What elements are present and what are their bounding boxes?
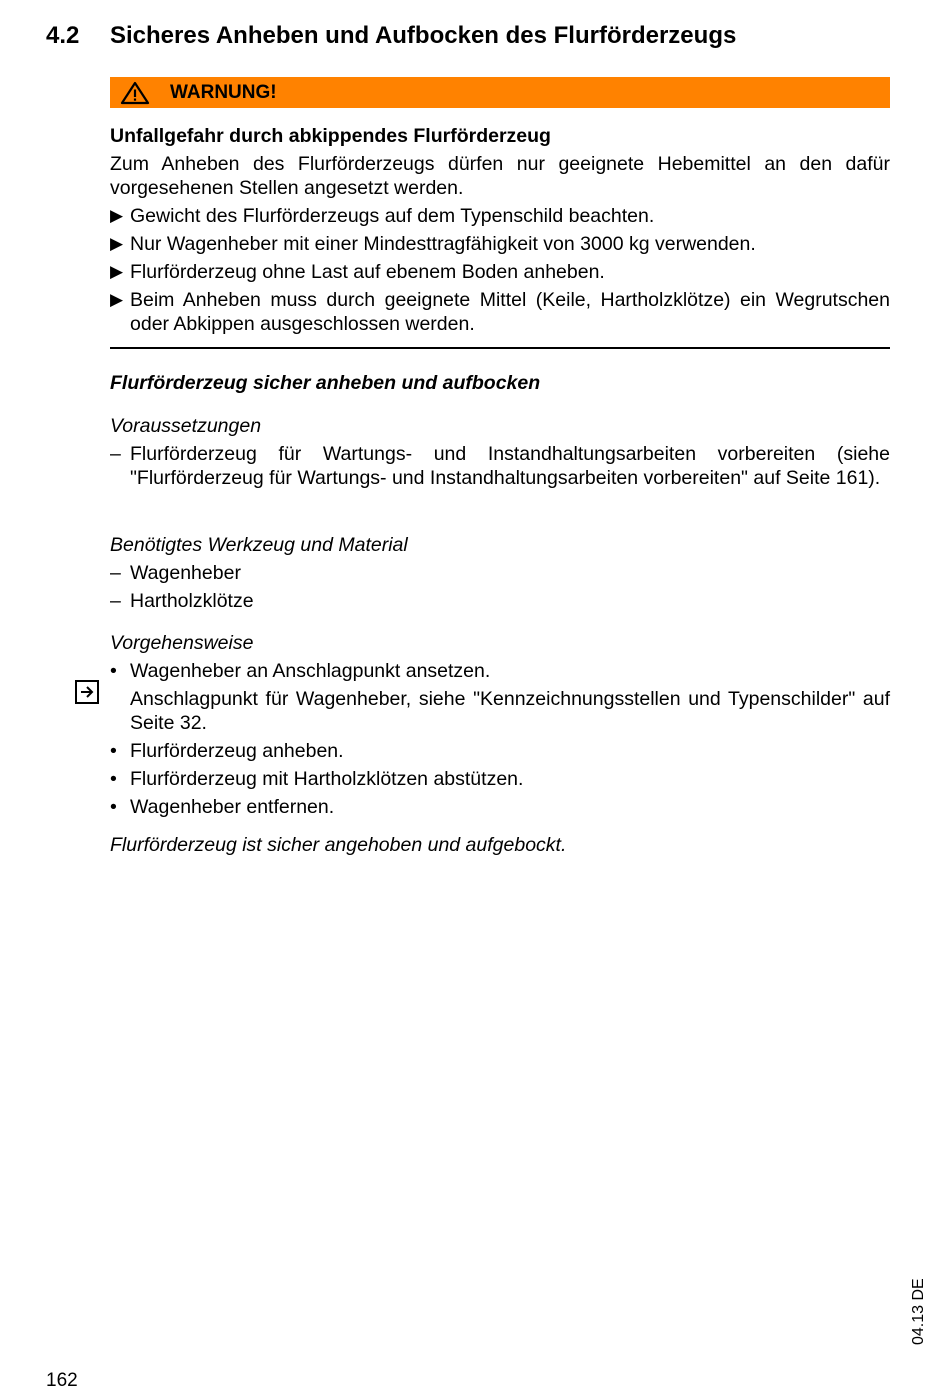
bullet-triangle-icon: ▶ — [110, 262, 124, 281]
section-heading — [46, 22, 736, 50]
bullet-triangle-icon: ▶ — [110, 206, 124, 225]
list-item-text: Wagenheber — [130, 562, 241, 584]
warning-item-text: Nur Wagenheber mit einer Mindesttragfähigkeit von 3000 kg verwenden. — [130, 233, 756, 255]
bullet-triangle-icon: ▶ — [110, 290, 124, 309]
warning-label: WARNUNG! — [170, 82, 277, 103]
warning-body — [110, 124, 890, 336]
warning-banner — [110, 77, 890, 108]
section-title: Sicheres Anheben und Aufbocken des Flurförderzeugs — [110, 22, 737, 49]
procedure-title: Flurförderzeug sicher anheben und aufbocken — [110, 372, 541, 394]
warning-item — [110, 232, 890, 256]
tools-section — [110, 533, 890, 613]
warning-text: Zum Anheben des Flurförderzeugs dürfen nur geeignete Hebemittel an den dafür vorgesehenen Stellen angesetzt werden. — [110, 153, 890, 199]
bullet-triangle-icon: ▶ — [110, 234, 124, 253]
steps-label: Vorgehensweise — [110, 632, 254, 654]
prerequisites-section — [110, 414, 890, 490]
list-item-text: Flurförderzeug für Wartungs- und Instandhaltungsarbeiten vorbereiten (siehe "Flurförderzeug für Wartungs- und Instandhaltungsarbeiten vorbereiten" auf Seite 161). — [130, 443, 890, 489]
bullet-dot: • — [110, 740, 117, 762]
dash-marker: – — [110, 562, 121, 584]
warning-item-text: Flurförderzeug ohne Last auf ebenem Boden anheben. — [130, 261, 605, 283]
page-number: 162 — [46, 1370, 78, 1391]
step-text: Wagenheber an Anschlagpunkt ansetzen. — [130, 660, 491, 682]
step-text: Flurförderzeug mit Hartholzklötzen abstützen. — [130, 768, 524, 790]
warning-triangle-icon — [120, 81, 150, 105]
warning-item — [110, 288, 890, 336]
bullet-dot: • — [110, 660, 117, 682]
step-note: Anschlagpunkt für Wagenheber, siehe "Kennzeichnungsstellen und Typenschilder" auf Seite 32. — [130, 688, 890, 734]
steps-section — [110, 631, 890, 857]
bullet-dot: • — [110, 796, 117, 818]
warning-title: Unfallgefahr durch abkippendes Flurförderzeug — [110, 125, 551, 147]
warning-item-text: Beim Anheben muss durch geeignete Mittel (Keile, Hartholzklötze) ein Wegrutschen oder Abkippen ausgeschlossen werden. — [130, 289, 890, 335]
warning-item — [110, 260, 890, 284]
list-item — [110, 561, 890, 585]
step-item — [110, 659, 890, 683]
step-item — [110, 767, 890, 791]
warning-item — [110, 204, 890, 228]
step-item — [110, 739, 890, 763]
step-text: Flurförderzeug anheben. — [130, 740, 344, 762]
result-text: Flurförderzeug ist sicher angehoben und aufgebockt. — [110, 834, 567, 856]
bullet-dot: • — [110, 768, 117, 790]
step-item — [110, 795, 890, 819]
list-item — [110, 589, 890, 613]
list-item-text: Hartholzklötze — [130, 590, 254, 612]
edition-label: 04.13 DE — [910, 1278, 927, 1345]
dash-marker: – — [110, 443, 121, 465]
prerequisites-label: Voraussetzungen — [110, 415, 262, 437]
reference-arrow-icon — [75, 680, 99, 704]
dash-marker: – — [110, 590, 121, 612]
tools-label: Benötigtes Werkzeug und Material — [110, 534, 408, 556]
warning-divider — [110, 347, 890, 349]
list-item — [110, 442, 890, 490]
warning-item-text: Gewicht des Flurförderzeugs auf dem Typenschild beachten. — [130, 205, 655, 227]
section-number: 4.2 — [46, 22, 80, 49]
step-text: Wagenheber entfernen. — [130, 796, 335, 818]
